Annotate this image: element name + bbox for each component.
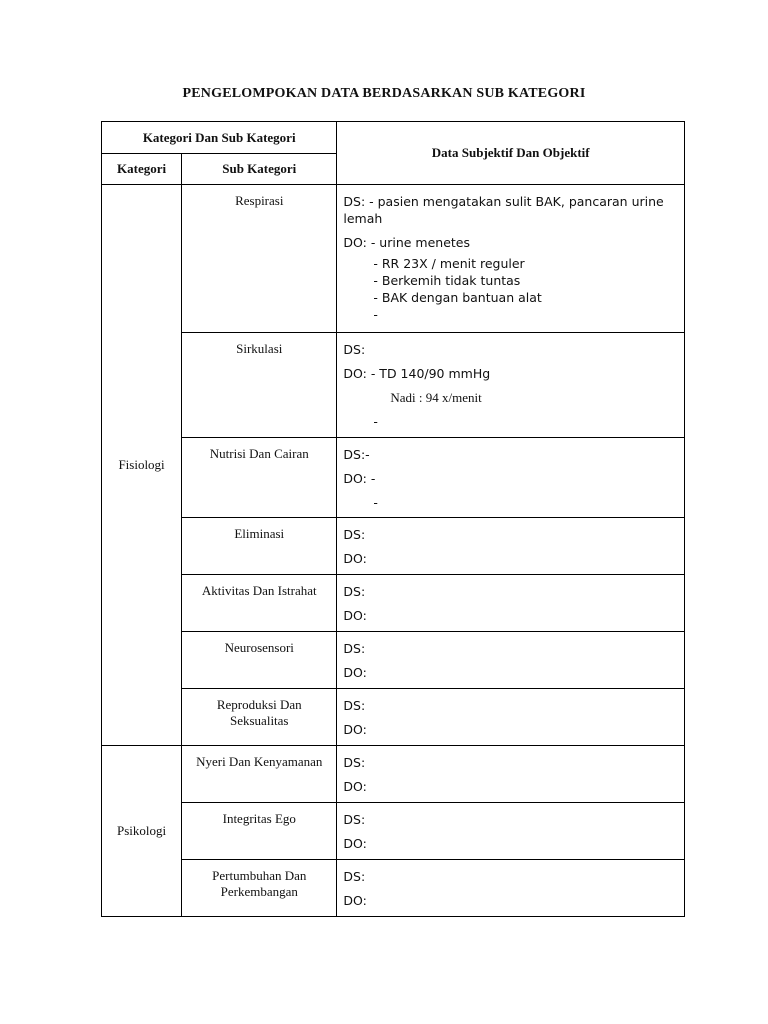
ds-text: DS:- [343,447,370,462]
table-row [102,860,685,917]
ds-text: DS: [343,527,366,542]
nadi-text: Nadi : 94 x/menit [390,390,482,405]
sub-pertumbuhan: Pertumbuhan Dan Perkembangan [182,860,337,917]
data-eliminasi [337,518,685,575]
table-row [102,333,685,438]
do-text: DO: [343,608,367,623]
data-sirkulasi [337,333,685,438]
do-text: DO: - [343,471,376,486]
ds-text: DS: - pasien mengatakan sulit BAK, pancaran urine lemah [343,194,664,226]
table-row [102,632,685,689]
sub-integritas: Integritas Ego [182,803,337,860]
do-text: DO: [343,551,367,566]
table-row [102,518,685,575]
sub-nyeri: Nyeri Dan Kenyamanan [182,746,337,803]
ds-text: DS: [343,584,366,599]
data-nyeri [337,746,685,803]
table-row [102,689,685,746]
ds-text: DS: [343,342,366,357]
data-neurosensori [337,632,685,689]
do-item: - Berkemih tidak tuntas [373,273,521,288]
do-item: - RR 23X / menit reguler [373,256,525,271]
dash-text: - [373,495,378,510]
data-nutrisi [337,438,685,518]
do-text: DO: [343,665,367,680]
sub-aktivitas: Aktivitas Dan Istrahat [182,575,337,632]
ds-text: DS: [343,869,366,884]
table-row [102,575,685,632]
data-pertumbuhan [337,860,685,917]
table-row [102,185,685,333]
sub-reproduksi: Reproduksi Dan Seksualitas [182,689,337,746]
table-row [102,746,685,803]
page-title: PENGELOMPOKAN DATA BERDASARKAN SUB KATEGORI [182,86,586,101]
data-respirasi [337,185,685,333]
sub-nutrisi: Nutrisi Dan Cairan [182,438,337,518]
do-text: DO: [343,893,367,908]
do-text: DO: [343,779,367,794]
ds-text: DS: [343,641,366,656]
ds-text: DS: [343,698,366,713]
sub-respirasi: Respirasi [182,185,337,333]
data-integritas [337,803,685,860]
do-text: DO: - urine menetes [343,235,471,250]
header-sub-kategori: Sub Kategori [182,154,337,185]
table-row [102,803,685,860]
sub-eliminasi: Eliminasi [182,518,337,575]
sub-neurosensori: Neurosensori [182,632,337,689]
category-psikologi: Psikologi [102,746,182,917]
do-item: - [373,307,378,322]
sub-sirkulasi: Sirkulasi [182,333,337,438]
dash-text: - [373,414,378,429]
ds-text: DS: [343,755,366,770]
ds-text: DS: [343,812,366,827]
table-row [102,438,685,518]
data-aktivitas [337,575,685,632]
header-data: Data Subjektif Dan Objektif [337,122,685,185]
do-item: - BAK dengan bantuan alat [373,290,542,305]
header-kategori: Kategori [102,154,182,185]
category-fisiologi: Fisiologi [102,185,182,746]
data-reproduksi [337,689,685,746]
do-text: DO: [343,722,367,737]
header-group: Kategori Dan Sub Kategori [102,122,337,154]
category-table [101,121,685,917]
do-text: DO: - TD 140/90 mmHg [343,366,491,381]
do-text: DO: [343,836,367,851]
